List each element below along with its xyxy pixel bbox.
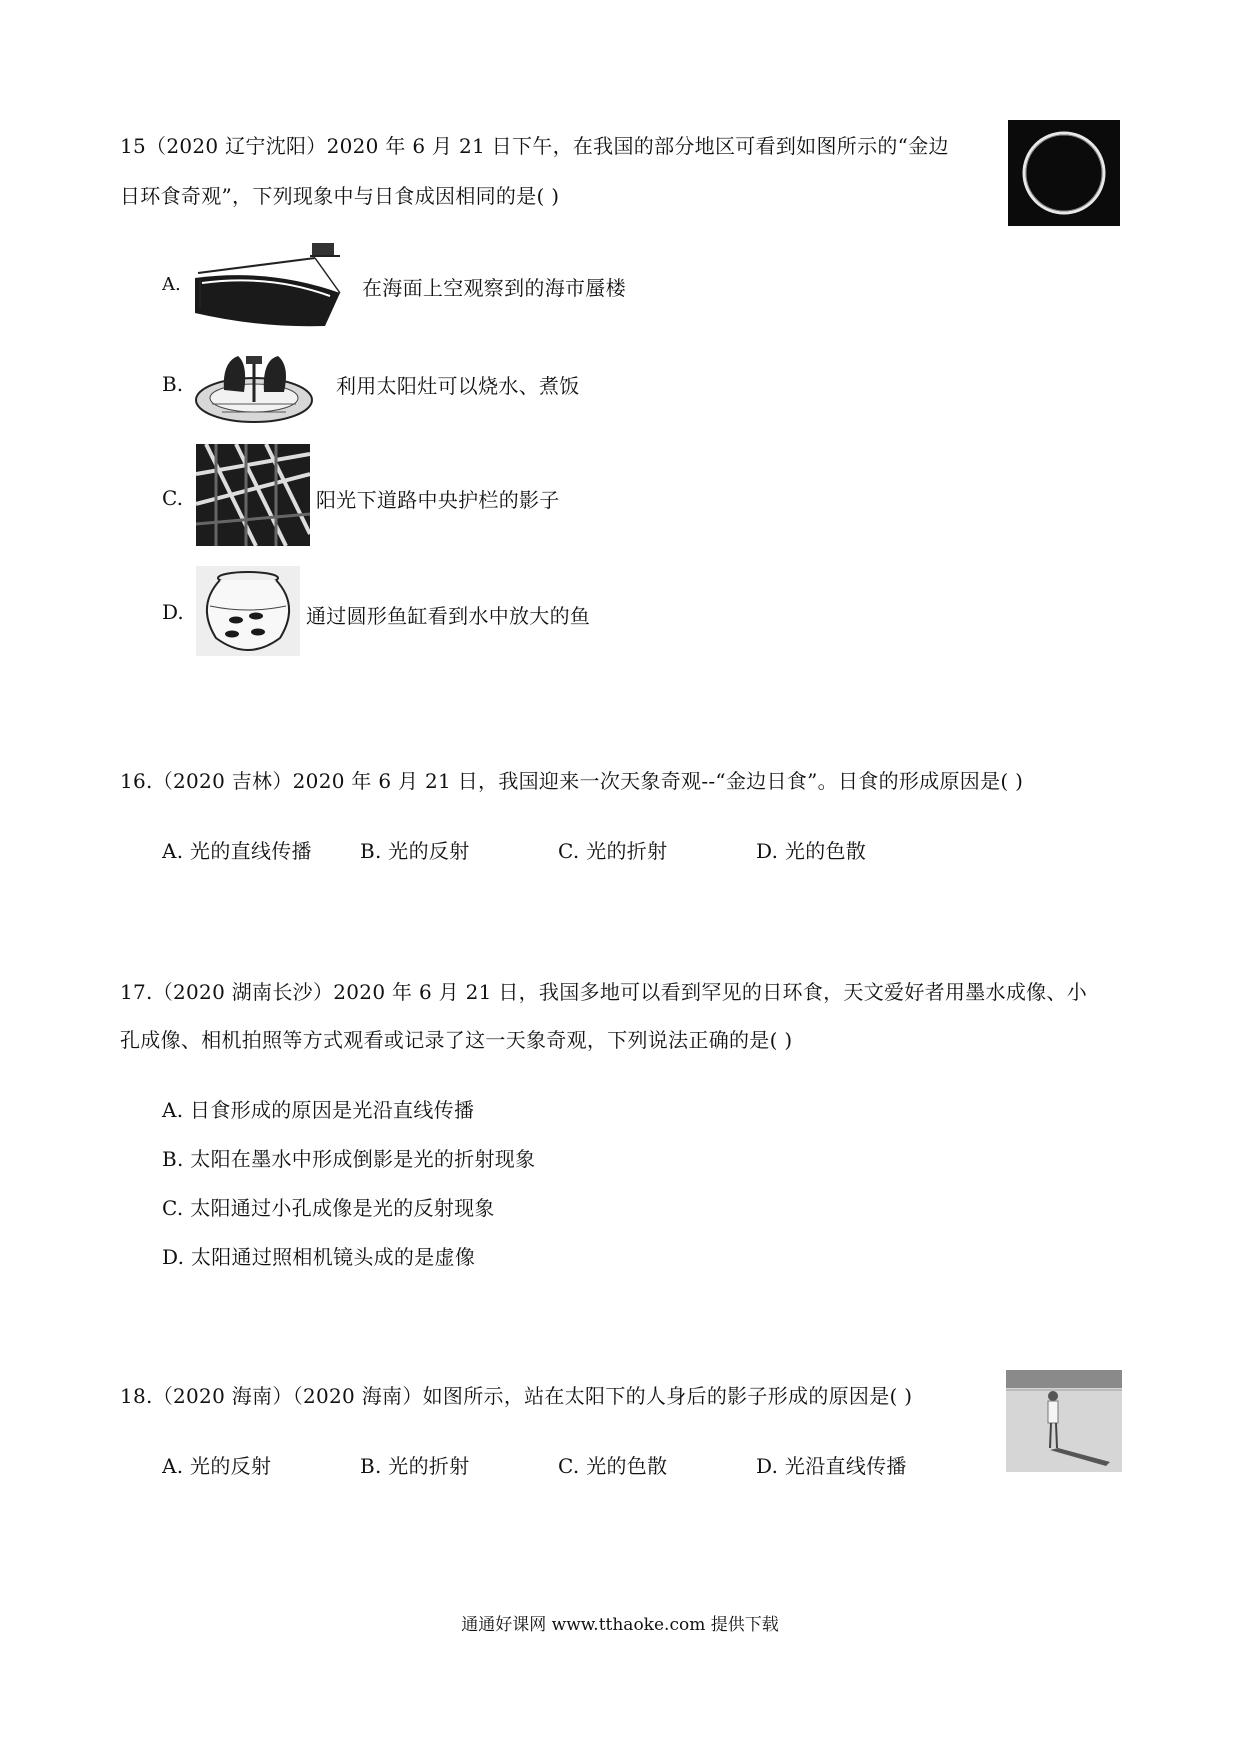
guardrail-shadow-picture bbox=[196, 444, 310, 546]
q15-option-a-letter: A. bbox=[162, 274, 181, 295]
q15-stem-line1: 15（2020 辽宁沈阳）2020 年 6 月 21 日下午，在我国的部分地区可看到如图所示的“金边 bbox=[120, 134, 949, 158]
q15-option-b-text: 利用太阳灶可以烧水、煮饭 bbox=[336, 374, 580, 398]
q15-option-c-letter: C. bbox=[162, 486, 183, 510]
q15-stem-line2: 日环食奇观”，下列现象中与日食成因相同的是( ) bbox=[120, 184, 560, 208]
annular-eclipse-picture bbox=[1008, 120, 1120, 226]
q16-stem: 16.（2020 吉林）2020 年 6 月 21 日，我国迎来一次天象奇观--“金边日食”。日食的形成原因是( ) bbox=[120, 769, 1024, 793]
q16-option-b: B. 光的反射 bbox=[360, 839, 470, 863]
q18-option-b: B. 光的折射 bbox=[360, 1454, 470, 1478]
q18-option-d: D. 光沿直线传播 bbox=[756, 1454, 907, 1478]
q16-option-d: D. 光的色散 bbox=[756, 839, 867, 863]
q15-option-b-letter: B. bbox=[162, 372, 184, 396]
q15-option-c-text: 阳光下道路中央护栏的影子 bbox=[316, 488, 560, 512]
q17-stem-line1: 17.（2020 湖南长沙）2020 年 6 月 21 日，我国多地可以看到罕见的日环食，天文爱好者用墨水成像、小 bbox=[120, 980, 1088, 1004]
q17-option-a: A. 日食形成的原因是光沿直线传播 bbox=[162, 1098, 475, 1122]
q15-option-d-letter: D. bbox=[162, 600, 184, 624]
person-shadow-picture bbox=[1006, 1370, 1122, 1472]
q17-option-c: C. 太阳通过小孔成像是光的反射现象 bbox=[162, 1196, 495, 1220]
q16-option-a: A. 光的直线传播 bbox=[162, 839, 312, 863]
q17-stem-line2: 孔成像、相机拍照等方式观看或记录了这一天象奇观，下列说法正确的是( ) bbox=[120, 1028, 793, 1052]
q18-stem: 18.（2020 海南）（2020 海南）如图所示，站在太阳下的人身后的影子形成的原因是( ) bbox=[120, 1384, 913, 1408]
q17-option-d: D. 太阳通过照相机镜头成的是虚像 bbox=[162, 1245, 476, 1269]
q17-option-b: B. 太阳在墨水中形成倒影是光的折射现象 bbox=[162, 1147, 536, 1171]
page-footer: 通通好课网 www.tthaoke.com 提供下载 bbox=[461, 1615, 779, 1635]
q15-option-d-text: 通过圆形鱼缸看到水中放大的鱼 bbox=[306, 604, 591, 628]
q15-option-a-text: 在海面上空观察到的海市蜃楼 bbox=[362, 276, 626, 300]
q18-option-a: A. 光的反射 bbox=[162, 1454, 272, 1478]
mirage-picture bbox=[190, 238, 355, 330]
q18-option-c: C. 光的色散 bbox=[558, 1454, 668, 1478]
q16-option-c: C. 光的折射 bbox=[558, 839, 668, 863]
solar-cooker-picture bbox=[192, 342, 316, 426]
fishbowl-picture bbox=[196, 566, 300, 656]
